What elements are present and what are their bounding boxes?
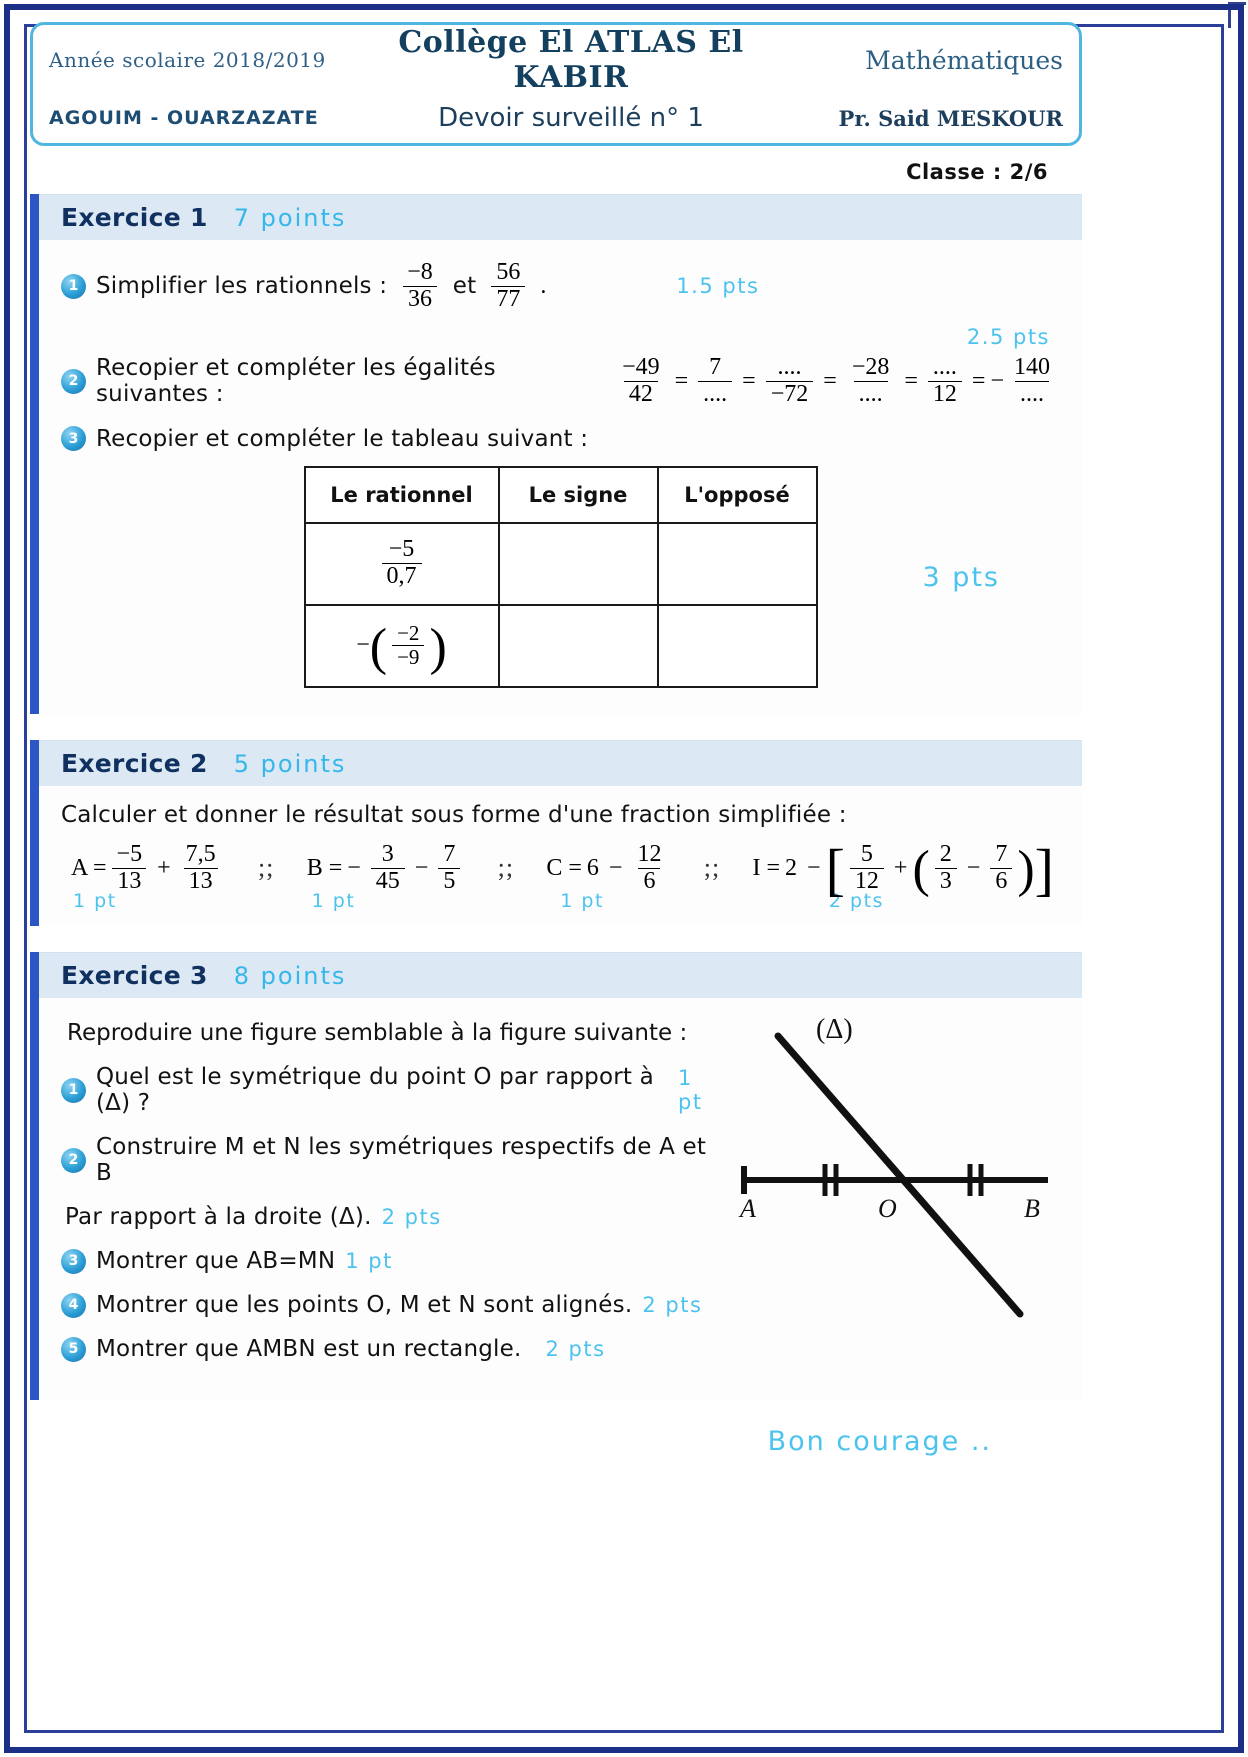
denominator: 13 xyxy=(112,868,146,895)
numerator: 2 xyxy=(939,840,952,867)
question-text: Par rapport à la droite (Δ). xyxy=(65,1204,372,1231)
equals-sign: = xyxy=(823,367,837,394)
denominator: 6 xyxy=(638,868,660,895)
exercise-2-instruction: Calculer et donner le résultat sous forme d'une fraction simplifiée : xyxy=(61,801,847,828)
points-annotation-I: 2 pts xyxy=(828,890,884,913)
denominator: 12 xyxy=(850,868,884,895)
cell-rational-1 xyxy=(305,523,499,605)
bullet-icon: 3 xyxy=(61,426,86,451)
operator-plus: + xyxy=(157,854,171,881)
cell-oppose-1[interactable] xyxy=(658,523,817,605)
denominator: .... xyxy=(1015,381,1049,408)
header-left-bottom xyxy=(49,107,379,129)
numerator: −28 xyxy=(851,353,890,380)
denominator: 0,7 xyxy=(382,563,422,590)
points-annotation-B: 1 pt xyxy=(311,890,356,913)
denominator: 13 xyxy=(184,868,218,895)
line-delta xyxy=(778,1036,1020,1314)
question-text: Recopier et compléter le tableau suivant : xyxy=(96,425,589,452)
exercise-3-question-2 xyxy=(61,1134,722,1186)
points-annotation: 2 pts xyxy=(545,1337,606,1362)
exam-header xyxy=(30,22,1082,146)
numerator: −2 xyxy=(397,621,420,646)
header-right-bottom xyxy=(763,106,1063,131)
fraction-minus8-over-36 xyxy=(397,260,443,313)
points-annotation-q1: 1.5 pts xyxy=(676,274,760,299)
header-center-top xyxy=(379,25,763,95)
numerator: 12 xyxy=(637,840,662,867)
exercise-1-body xyxy=(39,240,1082,714)
exercise-3-question-1 xyxy=(61,1064,722,1116)
points-annotation: 2 pts xyxy=(642,1293,703,1318)
integer-term: 2 xyxy=(785,854,798,881)
cell-signe-2[interactable] xyxy=(499,605,658,687)
exercise-3-panel xyxy=(30,952,1082,1400)
school-year: Année scolaire 2018/2019 xyxy=(49,48,326,72)
exercise-1-question-2 xyxy=(61,355,1060,408)
cell-signe-1[interactable] xyxy=(499,523,658,605)
denominator: −9 xyxy=(392,645,424,669)
exercise-3-question-3 xyxy=(61,1248,722,1274)
equality-chain xyxy=(612,355,1060,408)
exercise-3-question-2-cont xyxy=(65,1204,722,1230)
formula-C xyxy=(546,842,671,895)
bon-courage-note: Bon courage .. xyxy=(767,1426,992,1458)
numerator: 3 xyxy=(381,840,394,867)
bullet-icon: 4 xyxy=(61,1293,86,1318)
question-text: Montrer que AMBN est un rectangle. xyxy=(96,1336,522,1363)
denominator: 42 xyxy=(624,381,658,408)
exercise-1-q2-points-row xyxy=(61,325,1060,349)
exercise-2-panel xyxy=(30,740,1082,927)
exercise-3-points: 8 points xyxy=(233,962,347,991)
numerator: 140 xyxy=(1014,353,1050,380)
exercise-1-question-3 xyxy=(61,426,1060,452)
exercise-3-title-bar xyxy=(39,952,1082,998)
exercise-2-body xyxy=(39,786,1082,927)
document-content xyxy=(30,22,1082,1722)
operator-minus: − xyxy=(807,854,821,881)
denominator: 3 xyxy=(935,868,957,895)
table-row xyxy=(305,523,817,605)
operator-plus: + xyxy=(893,854,908,881)
exercise-1-label: Exercice 1 xyxy=(61,203,208,232)
subject-name: Mathématiques xyxy=(865,45,1063,75)
numerator: 5 xyxy=(860,840,873,867)
denominator: −72 xyxy=(766,381,814,408)
table-row xyxy=(305,605,817,687)
operator-minus: − xyxy=(966,854,981,881)
separator: ;; xyxy=(497,853,515,883)
geometry-figure-svg xyxy=(730,1014,1060,1344)
column-header-signe: Le signe xyxy=(499,467,658,523)
points-annotation: 2 pts xyxy=(381,1205,442,1230)
exercise-3-label: Exercice 3 xyxy=(61,961,208,991)
question-text: Quel est le symétrique du point O par rapport à (Δ) ? xyxy=(96,1064,654,1117)
denominator: 12 xyxy=(928,381,962,408)
numerator: −5 xyxy=(116,840,143,867)
formula-lhs: I = xyxy=(752,854,781,881)
figure-label-o: O xyxy=(878,1194,897,1224)
question-text: Simplifier les rationnels : xyxy=(96,273,388,300)
school-city: AGOUIM - OUARZAZATE xyxy=(49,107,319,129)
points-annotation-q3: 3 pts xyxy=(922,561,1000,593)
numerator: 7 xyxy=(443,840,456,867)
corner-mark xyxy=(1228,2,1246,28)
separator: ;; xyxy=(703,853,721,883)
exercise-1-panel xyxy=(30,194,1082,714)
exercise-2-label: Exercice 2 xyxy=(61,748,208,778)
figure-label-a: A xyxy=(740,1194,756,1224)
header-center-bottom xyxy=(379,103,763,133)
bullet-icon: 2 xyxy=(61,1148,86,1173)
formula-lhs: C = xyxy=(546,854,582,881)
denominator: .... xyxy=(854,381,888,408)
numerator: 7 xyxy=(709,353,722,380)
separator: ;; xyxy=(257,853,275,883)
numerator: 7 xyxy=(995,840,1008,867)
points-annotation: 1 pt xyxy=(678,1066,703,1115)
question-text: Recopier et compléter les égalités suivantes : xyxy=(96,355,496,408)
column-header-rationnel: Le rationnel xyxy=(305,467,499,523)
numerator: .... xyxy=(777,353,802,380)
formula-B xyxy=(307,842,466,895)
teacher-name: Pr. Said MESKOUR xyxy=(838,105,1063,131)
exercise-3-questions xyxy=(61,1014,730,1380)
rationals-table xyxy=(304,466,818,688)
outer-minus: − xyxy=(356,632,370,659)
bullet-icon: 1 xyxy=(61,274,86,299)
period: . xyxy=(540,272,547,299)
numerator: −49 xyxy=(622,353,660,380)
fraction-56-over-77 xyxy=(486,260,530,313)
bullet-icon: 3 xyxy=(61,1249,86,1274)
numerator: 7,5 xyxy=(185,840,216,867)
leading-minus: − xyxy=(347,854,361,881)
figure-label-b: B xyxy=(1024,1194,1040,1224)
points-annotation-C: 1 pt xyxy=(560,890,604,913)
school-name: Collège El ATLAS El KABIR xyxy=(398,25,744,95)
leading-minus: − xyxy=(990,367,1004,394)
denominator: 5 xyxy=(438,868,460,895)
column-header-oppose: L'opposé xyxy=(658,467,817,523)
operator-minus: − xyxy=(608,854,623,881)
exam-title: Devoir surveillé n° 1 xyxy=(438,103,704,133)
class-label: Classe : 2/6 xyxy=(906,160,1048,184)
exercise-1-question-1 xyxy=(61,260,1060,313)
denominator: 36 xyxy=(403,286,437,313)
points-annotation: 1 pt xyxy=(345,1249,393,1274)
exercise-3-question-4 xyxy=(61,1292,722,1318)
formula-A xyxy=(71,842,226,895)
bullet-icon: 2 xyxy=(61,369,86,394)
question-text: Construire M et N les symétriques respectifs de A et B xyxy=(96,1134,707,1187)
bullet-icon: 5 xyxy=(61,1337,86,1362)
exercise-3-body xyxy=(39,998,1082,1400)
exercise-1-title-bar xyxy=(39,194,1082,240)
points-annotation-A: 1 pt xyxy=(73,890,117,913)
numerator: −5 xyxy=(388,536,415,563)
equals-sign: = xyxy=(971,367,986,394)
header-row-bottom xyxy=(49,89,1063,147)
exercise-3-question-5 xyxy=(61,1336,722,1362)
formula-I: I = 2 − [ $\frac{5}{12}$ + ( $\frac{2}{3}$ − $\frac{7}{6}$ ) ] xyxy=(752,837,1054,903)
exercise-3-intro: Reproduire une figure semblable à la figure suivante : xyxy=(67,1020,688,1047)
numerator: −8 xyxy=(407,259,433,285)
table-header-row xyxy=(305,467,817,523)
exercise-1-points: 7 points xyxy=(233,204,347,232)
header-row-top xyxy=(49,25,1063,95)
equals-sign: = xyxy=(904,367,918,394)
header-left-top xyxy=(49,48,379,72)
cell-rational-2: − ( $\frac{-2}{-9}$ ) xyxy=(305,605,499,687)
cell-oppose-2[interactable] xyxy=(658,605,817,687)
question-text: Montrer que AB=MN xyxy=(96,1248,336,1275)
integer-term: 6 xyxy=(586,854,599,881)
denominator: .... xyxy=(698,381,732,408)
bullet-icon: 1 xyxy=(61,1078,86,1103)
formula-lhs: B = xyxy=(306,854,343,881)
header-right-top xyxy=(763,46,1063,75)
denominator: 45 xyxy=(371,868,405,895)
points-annotation-q2: 2.5 pts xyxy=(966,324,1050,349)
exercise-3-wrap xyxy=(61,1014,1060,1380)
figure-label-delta: (Δ) xyxy=(816,1014,853,1046)
exercise-3-figure-area xyxy=(730,1014,1060,1380)
question-text: Montrer que les points O, M et N sont alignés. xyxy=(96,1292,633,1319)
numerator: 56 xyxy=(496,259,521,285)
denominator: 6 xyxy=(990,868,1012,895)
exercise-2-title-bar xyxy=(39,740,1082,786)
exercise-2-points: 5 points xyxy=(233,749,347,778)
conjunction-et: et xyxy=(452,273,477,300)
denominator: 77 xyxy=(491,286,525,313)
numerator: .... xyxy=(932,353,957,380)
equals-sign: = xyxy=(674,367,689,394)
geometry-figure xyxy=(730,1014,1060,1344)
operator-minus: − xyxy=(414,854,429,881)
formula-lhs: A = xyxy=(71,854,107,881)
equals-sign: = xyxy=(742,367,756,394)
